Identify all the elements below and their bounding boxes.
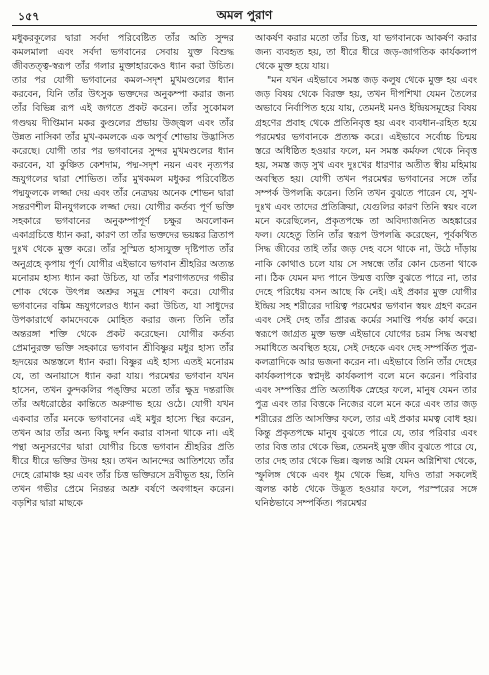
column-gutter [244,32,245,669]
right-paragraph-1: আকর্ষণ করার মতো তাঁর চিত্ত, যা ভগবানকে আকর্ষণ করার জন্য ব্যবহৃত হয়, তা ধীরে ধীরে জড়-জাগতিক কার্যকলাপ থেকে মুক্ত হয়ে যায়। [255,33,477,73]
header-rule [12,25,477,26]
running-title: অমল পুরাণ [216,8,273,22]
text-columns [12,32,477,669]
left-column [12,32,234,669]
left-paragraph-1: মধুকরকূলের দ্বারা সর্বদা পরিবেষ্টিত তাঁর অতি সুন্দর কমলমালা এবং সর্বদা ভগবানের সেবায় যুক্ত বিশুদ্ধ জীবতত্ত্ব-স্বরূপ তাঁর গলার মুক্তাহারকেও ধ্যান করা উচিত। তার পর যোগী ভগবানের কমল-সদৃশ মুখমণ্ডলের ধ্যান করবেন, যিনি তাঁর উৎসুক ভক্তদের অনুকম্পা করার জন্য তাঁর বিভিন্ন রূপ এই জগতে প্রকট করেন। তাঁর সুকোমল গণ্ডদ্বয় দীপ্তিমান মকর কুণ্ডলের প্রভায় উজ্জ্বল এবং তাঁর উন্নত নাসিকা তাঁর মুখ-কমলকে এক অপূর্ব শোভায় উদ্ভাসিত করেছে। যোগী তার পর ভগবানের সুন্দর মুখমণ্ডলের ধ্যান করবেন, যা কুঞ্চিত কেশদাম, পদ্ম-সদৃশ নয়ন এবং নৃত্যপর ভ্রূযুগলের দ্বারা শোভিত। তাঁর মুখকমল মধুকর পরিবেষ্টিত পদ্মফুলকে লজ্জা দেয় এবং তাঁর নেত্রদ্বয় অনেক শোভন দ্বারা সন্তরণশীল মীনযুগলকে লজ্জা দেয়। যোগীর কর্তব্য পূর্ণ ভক্তি সহকারে ভগবানের অনুকম্পাপূর্ণ চক্ষুর অবলোকন একাগ্রচিত্তে ধ্যান করা, কারণ তা তাঁর ভক্তদের ভয়ঙ্কর ত্রিতাপ দুঃখ থেকে মুক্ত করে। তাঁর সুস্মিত হাস্যযুক্ত দৃষ্টিপাত তাঁর অনুগ্রহে কৃপায় পূর্ণ। যোগীর এইভাবে ভগবান শ্রীহরির অত্যন্ত মনোরম হাস্য ধ্যান করা উচিত, যা তাঁর শরণাগতদের গভীর শোক থেকে উৎপন্ন অশ্রুর সমুদ্র শোষণ করে। যোগীর ভগবানের বঙ্কিম ভ্রূযুগলেরও ধ্যান করা উচিত, যা সাধুদের উপকারার্থে কামদেবকে মোহিত করার জন্য তিনি তাঁর অন্তরঙ্গা শক্তি থেকে প্রকট করেছেন। যোগীর কর্তব্য প্রেমানুরক্ত ভক্তি সহকারে ভগবান শ্রীবিষ্ণুর মধুর হাস্য তাঁর হৃদয়ের অন্তস্তলে ধ্যান করা। বিষ্ণুর এই হাস্য এতই মনোরম যে, তা অনায়াসে ধ্যান করা যায়। পরমেশ্বর ভগবান যখন হাসেন, তখন কুন্দকলির পঙ্‌ক্তির মতো তাঁর ক্ষুদ্র দন্তরাজি তাঁর অধরোষ্ঠের কান্তিতে অরুণাভ হয়ে ওঠে। যোগী যখন একবার তাঁর মনকে ভগবানের এই মধুর হাস্যে স্থির করেন, তখন আর তাঁর অন্য কিছু দর্শন করার বাসনা থাকে না। এই পন্থা অনুসরণের দ্বারা যোগীর চিত্তে ভগবান শ্রীহরির প্রতি ধীরে ধীরে ভক্তির উদয় হয়। তখন আনন্দের আতিশয্যে তাঁর দেহে রোমাঞ্চ হয় এবং তাঁর চিত্ত ভক্তিরসে দ্রবীভূত হয়, তিনি তখন গভীর প্রেমে নিরন্তর অশ্রু বর্ষণে অবগাহন করেন। বড়শির দ্বারা মাছকে [12,33,234,510]
page-header [12,6,477,26]
right-column [255,32,477,669]
page-number: ১৫৭ [18,10,40,23]
right-paragraph-2: "মন যখন এইভাবে সমস্ত জড় কলুষ থেকে মুক্ত হয় এবং জড় বিষয় থেকে বিরক্ত হয়, তখন দীপশিখা যেমন তৈলের অভাবে নির্বাপিত হয়ে যায়, তেমনই মনও ইন্দ্রিয়সমূহের বিষয় গ্রহণের প্রবাহ থেকে প্রতিনিবৃত্ত হয় এবং ব্যবধান-রহিত হয়ে পরমেশ্বর ভগবানকে প্রত্যক্ষ করে। এইভাবে সর্বোচ্চ চিন্ময় স্তরে অধিষ্ঠিত হওয়ার ফলে, মন সমস্ত কর্মফল থেকে নিবৃত্ত হয়, সমস্ত জড় সুখ এবং দুঃখের ধারণার অতীত স্বীয় মহিমায় অবস্থিত হয়। যোগী তখন পরমেশ্বর ভগবানের সঙ্গে তাঁর সম্পর্ক উপলব্ধি করেন। তিনি তখন বুঝতে পারেন যে, সুখ-দুঃখ এবং তাদের প্রতিক্রিয়া, যেগুলির কারণ তিনি স্বয়ং বলে মনে করেছিলেন, প্রকৃতপক্ষে তা অবিদ্যাজনিত অহঙ্কারের ফল। যেহেতু তিনি তাঁর স্বরূপ উপলব্ধি করেছেন, পূর্বকথিত সিদ্ধ জীবের তাই তাঁর জড় দেহ বসে থাকে না, উঠে দাঁড়ায় নাকি কোথাও চলে যায় সে সম্বন্ধে তাঁর কোন চেতনা থাকে না। ঠিক যেমন মদ্য পানে উন্মত্ত ব্যক্তি বুঝতে পারে না, তার দেহে পরিধেয় বসন আছে কি নেই। এই প্রকার মুক্ত যোগীর ইন্দ্রিয় সহ শরীরের দায়িত্ব পরমেশ্বর ভগবান স্বয়ং গ্রহণ করেন এবং সেই দেহ তাঁর প্রারব্ধ কর্মের সমাপ্তি পর্যন্ত কার্য করে। স্বরূপে জাগ্রত মুক্ত ভক্ত এইভাবে যোগের চরম সিদ্ধ অবস্থা সমাধিতে অবস্থিত হয়ে, সেই দেহকে এবং দেহ সম্পর্কিত পুত্র-কলত্রাদিকে আর ভজনা করেন না। এইভাবে তিনি তাঁর দেহের কার্যকলাপকে স্বপ্নদৃষ্ট কার্যকলাপ বলে মনে করেন। পরিবার এবং সম্পত্তির প্রতি অত্যধিক স্নেহের ফলে, মানুষ যেমন তার পুত্র এবং তার বিত্তকে নিজের বলে মনে করে এবং তার জড় শরীরের প্রতি আসক্তির ফলে, তার এই প্রকার মমত্ব বোধ হয়। কিন্তু প্রকৃতপক্ষে মানুষ বুঝতে পারে যে, তার পরিবার এবং তার বিত্ত তার থেকে ভিন্ন, তেমনই মুক্ত জীব বুঝতে পারে যে, তার দেহ তার থেকে ভিন্ন। জ্বলন্ত অগ্নি যেমন অগ্নিশিখা থেকে, স্ফুলিঙ্গ থেকে এবং ধূম থেকে ভিন্ন, যদিও তারা সকলেই জ্বলন্ত কাষ্ঠ থেকে উদ্ভূত হওয়ার ফলে, পরস্পরের সঙ্গে ঘনিষ্ঠভাবে সম্পর্কিত। পরমেশ্বর [255,75,477,510]
